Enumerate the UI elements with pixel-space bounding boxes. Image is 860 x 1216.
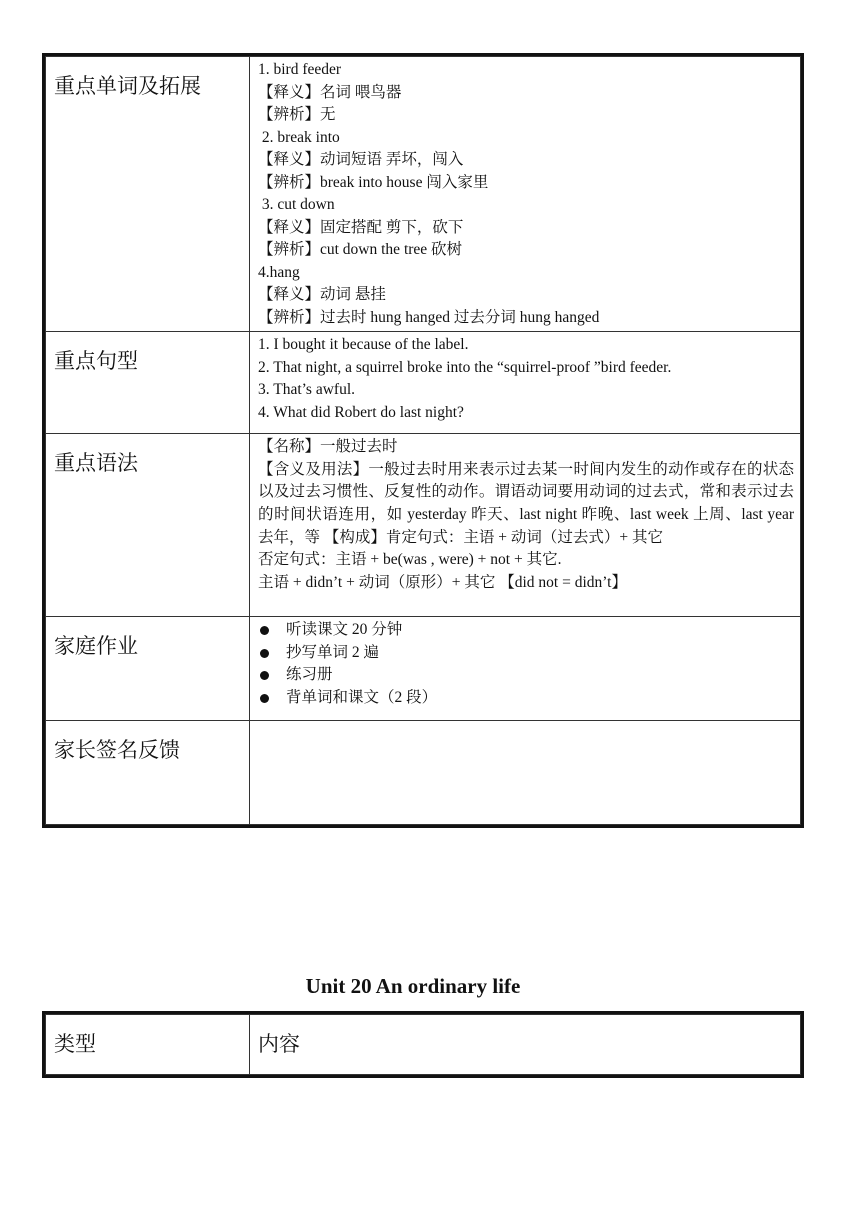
unit-header-row — [46, 1015, 801, 1075]
vocab-line: 【辨析】break into house 闯入家里 — [258, 173, 489, 191]
content-header: 内容 — [250, 1015, 801, 1075]
homework-content — [250, 617, 801, 721]
homework-item: 背单词和课文（2 段） — [258, 687, 794, 710]
homework-item: 练习册 — [258, 664, 794, 687]
vocab-line: 2. break into — [258, 128, 340, 146]
sentence-label: 重点句型 — [46, 332, 250, 434]
homework-item: 听读课文 20 分钟 — [258, 619, 794, 642]
sentence-line: 2. That night, a squirrel broke into the “squirrel-proof ”bird feeder. — [258, 358, 672, 376]
vocab-line: 1. bird feeder — [258, 61, 342, 78]
grammar-negative-line-2: 主语 + didn’t + 动词（原形）+ 其它 【did not = didn’t】 — [258, 573, 627, 591]
grammar-paragraph: 【含义及用法】一般过去时用来表示过去某一时间内发生的动作或存在的状态以及过去习惯性、反复性的动作。谓语动词要用动词的过去式，常和表示过去的时间状语连用，如 yesterday 昨天、last night 昨晚、last week 上周、last year 去年，等 【构成】肯定句式：主语 + 动词（过去式）+ 其它 — [258, 460, 794, 546]
unit-grid — [45, 1014, 801, 1075]
vocab-content — [250, 57, 801, 332]
grammar-label: 重点语法 — [46, 434, 250, 617]
parent-feedback-label: 家长签名反馈 — [46, 721, 250, 825]
vocab-label: 重点单词及拓展 — [46, 57, 250, 332]
grammar-content — [250, 434, 801, 617]
lesson-grid — [45, 56, 801, 825]
homework-row — [46, 617, 801, 721]
type-header: 类型 — [46, 1015, 250, 1075]
vocab-line: 【释义】名词 喂鸟器 — [258, 83, 402, 101]
homework-list — [258, 619, 794, 709]
homework-label: 家庭作业 — [46, 617, 250, 721]
parent-feedback-row — [46, 721, 801, 825]
sentence-line: 3. That’s awful. — [258, 381, 356, 398]
homework-item: 抄写单词 2 遍 — [258, 642, 794, 665]
vocab-row — [46, 57, 801, 332]
lesson-table — [42, 53, 804, 828]
sentence-line: 1. I bought it because of the label. — [258, 336, 469, 353]
unit-title: Unit 20 An ordinary life — [305, 974, 521, 998]
sentence-content — [250, 332, 801, 434]
unit-table — [42, 1011, 804, 1078]
vocab-line: 3. cut down — [258, 196, 335, 213]
vocab-line: 【辨析】过去时 hung hanged 过去分词 hung hanged — [258, 308, 600, 326]
grammar-name-line: 【名称】一般过去时 — [258, 438, 398, 455]
vocab-line: 4.hang — [258, 263, 300, 281]
grammar-negative-line: 否定句式：主语 + be(was , were) + not + 其它. — [258, 551, 562, 569]
sentence-row — [46, 332, 801, 434]
grammar-row — [46, 434, 801, 617]
vocab-line: 【释义】动词 悬挂 — [258, 286, 386, 303]
vocab-line: 【辨析】无 — [258, 106, 336, 123]
vocab-line: 【释义】固定搭配 剪下，砍下 — [258, 218, 464, 236]
sentence-line: 4. What did Robert do last night? — [258, 403, 464, 421]
parent-feedback-cell — [250, 721, 801, 825]
vocab-line: 【辨析】cut down the tree 砍树 — [258, 241, 463, 258]
vocab-line: 【释义】动词短语 弄坏，闯入 — [258, 151, 464, 168]
